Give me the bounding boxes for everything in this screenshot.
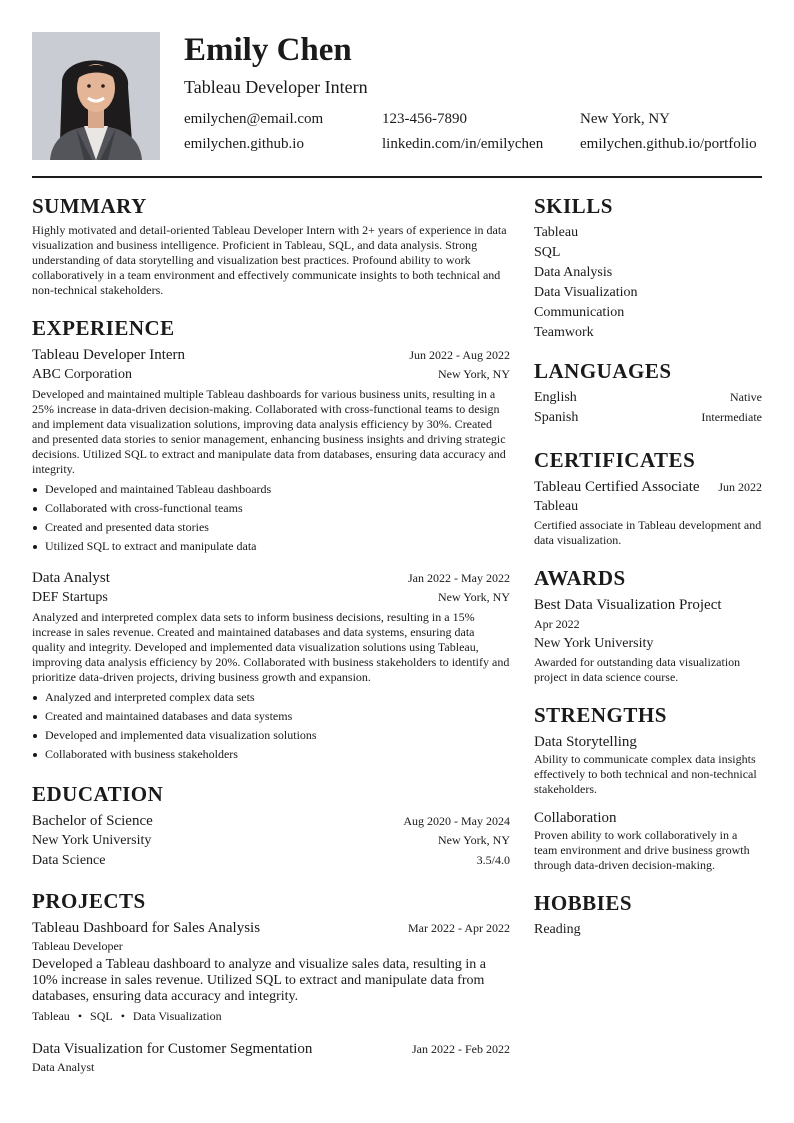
location-text: New York, NY	[580, 111, 671, 127]
project-tag: SQL	[90, 1009, 113, 1023]
certificate-issuer: Tableau	[534, 499, 579, 514]
candidate-role: Tableau Developer Intern	[184, 77, 368, 97]
job-company: ABC Corporation	[32, 367, 132, 382]
certificate-date: Jun 2022	[718, 480, 762, 494]
certificate-name: Tableau Certified Associate	[534, 479, 700, 495]
strength-name: Data Storytelling	[534, 734, 637, 750]
skill-item: SQL	[534, 245, 561, 260]
summary-text: Highly motivated and detail-oriented Tableau Developer Intern with 2+ years of experience in data visualization and business intelligence. Proficient in Tableau, SQL, and data analysis. Strong understanding of data storytelling and visualization best practices. Profound ability to work collaboratively in a team environment and effectively communicate insights to both technical and non-technical stakeholders.	[32, 223, 507, 297]
certificates-heading: CERTIFICATES	[534, 448, 696, 472]
job-bullets	[32, 480, 510, 556]
language-level: Native	[730, 390, 762, 404]
separator-dot: •	[77, 1009, 83, 1023]
job-entry	[32, 345, 510, 556]
skill-item: Data Visualization	[534, 285, 638, 300]
award-date: Apr 2022	[534, 617, 580, 631]
award-issuer: New York University	[534, 636, 654, 651]
languages-section	[534, 357, 762, 428]
field-of-study: Data Science	[32, 853, 106, 868]
side-column	[534, 192, 762, 940]
hobbies-heading: HOBBIES	[534, 891, 633, 915]
job-title: Tableau Developer Intern	[32, 347, 186, 363]
hobby-item: Reading	[534, 922, 581, 937]
job-location: New York, NY	[437, 367, 510, 381]
certificates-section	[534, 446, 762, 548]
certificate-description: Certified associate in Tableau development and data visualization.	[534, 518, 762, 547]
profile-photo	[32, 32, 160, 160]
skills-section	[534, 192, 762, 343]
separator-dot: •	[120, 1009, 125, 1023]
project-description: Developed a Tableau dashboard to analyze and visualize sales data, resulting in a 10% increase in sales revenue. Utilized SQL to extract and manipulate data from databases, ensuring data accuracy and integrity.	[32, 957, 486, 1004]
project-tags	[32, 1007, 510, 1025]
language-level: Intermediate	[701, 410, 762, 424]
linkedin-link[interactable]: linkedin.com/in/emilychen	[382, 136, 544, 152]
awards-heading: AWARDS	[534, 566, 626, 590]
experience-heading: EXPERIENCE	[32, 316, 175, 340]
project-dates: Mar 2022 - Apr 2022	[408, 921, 510, 935]
experience-section	[32, 314, 510, 764]
language-name: Spanish	[534, 410, 579, 425]
strength-name: Collaboration	[534, 810, 617, 826]
projects-section	[32, 887, 510, 1075]
job-description: Analyzed and interpreted complex data sets to inform business decisions, resulting in a 15% increase in sales revenue. Created and maintained databases and data systems, ensuring data quality and integrity. Developed and implemented data visualization solutions using Tableau, improving data analysis efficiency by 20%. Collaborated with business stakeholders to identify and prioritize data-driven projects, driving business growth and expansion.	[32, 610, 510, 684]
summary-heading: SUMMARY	[32, 194, 147, 218]
skill-item: Tableau	[534, 225, 579, 240]
hobbies-section	[534, 889, 762, 940]
project-entry	[32, 1039, 510, 1075]
candidate-name: Emily Chen	[184, 32, 352, 68]
skill-item: Teamwork	[534, 325, 594, 340]
summary-section	[32, 192, 510, 298]
job-entry	[32, 568, 510, 764]
award-name: Best Data Visualization Project	[534, 597, 722, 613]
skills-heading: SKILLS	[534, 194, 613, 218]
strengths-section	[534, 701, 762, 873]
skill-item: Communication	[534, 305, 625, 320]
project-tag: Tableau	[32, 1009, 70, 1023]
email-link[interactable]: emilychen@email.com	[184, 111, 324, 127]
portfolio-link[interactable]: emilychen.github.io/portfolio	[580, 136, 757, 152]
job-title: Data Analyst	[32, 570, 110, 586]
project-name: Tableau Dashboard for Sales Analysis	[32, 920, 261, 936]
job-company: DEF Startups	[32, 590, 108, 605]
degree: Bachelor of Science	[32, 813, 153, 829]
job-location: New York, NY	[437, 590, 510, 604]
job-description: Developed and maintained multiple Tableau dashboards for various business units, resulting in a 25% increase in data-driven decision-making. Collaborated with cross-functional teams to design and implement data visualization solutions, improving data analysis efficiency by 30%. Created and presented data stories to senior management, enhancing business insights and driving strategic decisions. Utilized SQL to extract and manipulate data from databases, ensuring data accuracy and integrity.	[32, 387, 506, 476]
header-divider	[32, 176, 762, 178]
school-name: New York University	[32, 833, 152, 848]
strength-description: Ability to communicate complex data insights effectively to both technical and non-technical stakeholders.	[534, 752, 757, 796]
languages-heading: LANGUAGES	[534, 359, 672, 383]
strengths-heading: STRENGTHS	[534, 703, 667, 727]
project-entry	[32, 918, 510, 1025]
job-bullet: Created and presented data stories	[32, 518, 510, 537]
job-bullet: Developed and implemented data visualization solutions	[32, 726, 510, 745]
awards-section	[534, 564, 762, 685]
job-bullets	[32, 688, 510, 764]
education-dates: Aug 2020 - May 2024	[403, 814, 510, 828]
education-heading: EDUCATION	[32, 782, 164, 806]
strength-description: Proven ability to work collaboratively in a team environment and drive business growth through data-driven decision-making.	[534, 828, 750, 872]
project-role: Data Analyst	[32, 1060, 95, 1074]
projects-heading: PROJECTS	[32, 889, 146, 913]
project-dates: Jan 2022 - Feb 2022	[412, 1042, 510, 1056]
gpa: 3.5/4.0	[476, 853, 510, 867]
website-link[interactable]: emilychen.github.io	[184, 136, 304, 152]
award-description: Awarded for outstanding data visualization project in data science course.	[534, 655, 741, 684]
school-location: New York, NY	[437, 833, 510, 847]
job-bullet: Collaborated with cross-functional teams	[32, 499, 510, 518]
job-bullet: Created and maintained databases and data systems	[32, 707, 510, 726]
education-section	[32, 780, 510, 871]
job-bullet: Collaborated with business stakeholders	[32, 745, 510, 764]
project-role: Tableau Developer	[32, 939, 123, 953]
portrait-image	[32, 32, 160, 160]
job-dates: Jan 2022 - May 2022	[408, 571, 510, 585]
job-bullet: Analyzed and interpreted complex data sets	[32, 688, 510, 707]
project-name: Data Visualization for Customer Segmentation	[32, 1041, 313, 1057]
job-bullet: Utilized SQL to extract and manipulate data	[32, 537, 510, 556]
phone-number[interactable]: 123-456-7890	[382, 111, 467, 127]
skill-item: Data Analysis	[534, 265, 613, 280]
job-dates: Jun 2022 - Aug 2022	[409, 348, 510, 362]
project-tag: Data Visualization	[132, 1009, 222, 1023]
job-bullet: Developed and maintained Tableau dashboards	[32, 480, 510, 499]
main-column	[32, 192, 510, 1075]
language-name: English	[534, 390, 577, 405]
